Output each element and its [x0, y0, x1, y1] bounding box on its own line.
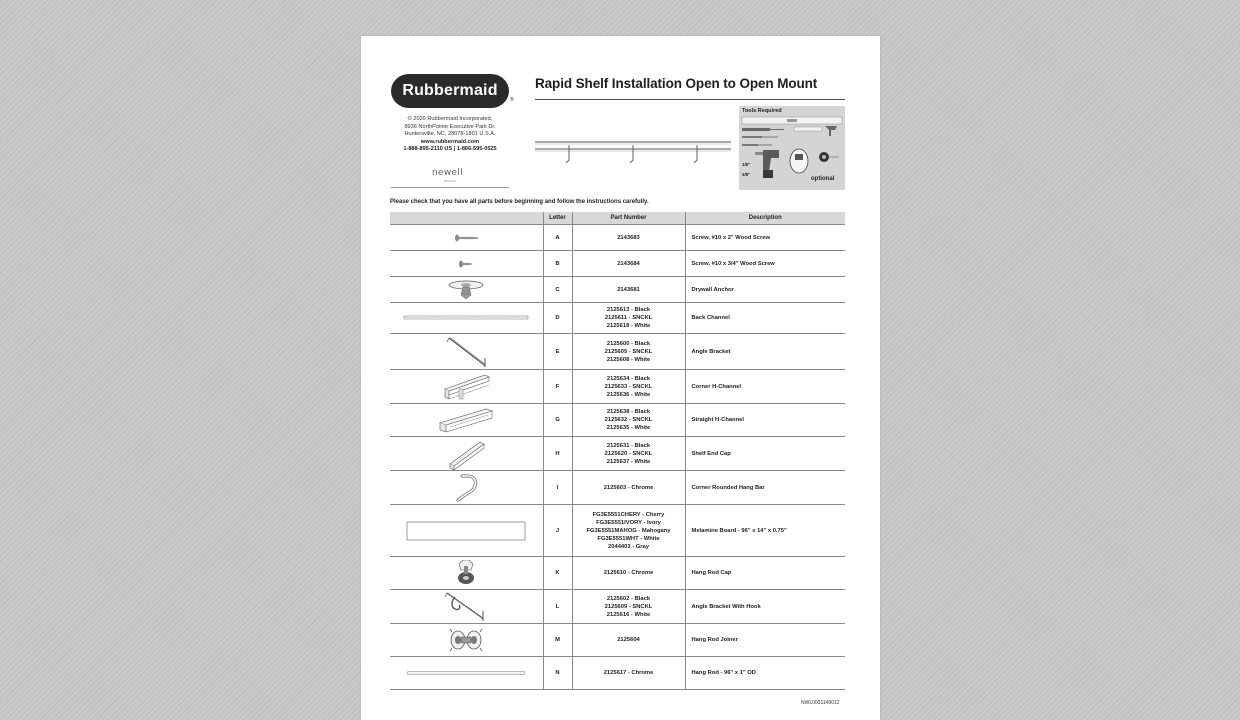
company-line-3: Huntersville, NC, 28078-1801 U.S.A.	[404, 131, 496, 138]
row-part-number: 2125613 - Black 2125611 - SNCKL 2125618 - White	[572, 303, 685, 334]
company-info	[387, 116, 513, 154]
table-row	[390, 657, 845, 690]
hang-rod-joiner-icon	[446, 626, 486, 654]
table-row	[390, 370, 845, 404]
row-description: Shelf End Cap	[685, 437, 845, 471]
company-line-1: © 2020 Rubbermaid Incorporated,	[407, 116, 493, 122]
company-line-2: 8936 NorthPointe Executive Park Dr.	[404, 123, 496, 130]
table-row	[390, 303, 845, 334]
newell-logo-sub: BRANDS	[444, 179, 457, 183]
shelf-end-cap-icon	[444, 438, 488, 470]
instruction-text: Please check that you have all parts before beginning and follow the instructions carefully.	[390, 199, 649, 205]
row-letter: C	[543, 277, 572, 303]
wood-screw-short-icon	[446, 259, 486, 269]
drill-bit-1-label: 1/8"	[742, 162, 751, 167]
table-row	[390, 277, 845, 303]
row-letter: B	[543, 251, 572, 277]
row-description: Corner H-Channel	[685, 370, 845, 404]
table-row	[390, 624, 845, 657]
row-description: Screw, #10 x 2" Wood Screw	[685, 225, 845, 251]
row-description: Drywall Anchor	[685, 277, 845, 303]
tools-heading: Tools Required	[742, 108, 782, 114]
row-part-number: 2125600 - Black 2125605 - SNCKL 2125608 - White	[572, 334, 685, 370]
rubbermaid-logo: Rubbermaid	[391, 74, 509, 108]
row-description: Angle Bracket	[685, 334, 845, 370]
row-letter: M	[543, 624, 572, 657]
row-description: Angle Bracket With Hook	[685, 590, 845, 624]
tools-optional-label: optional	[811, 176, 835, 182]
wood-screw-long-icon	[446, 233, 486, 243]
table-row	[390, 225, 845, 251]
header-image	[390, 212, 543, 225]
row-letter: D	[543, 303, 572, 334]
row-description: Corner Rounded Hang Bar	[685, 471, 845, 505]
row-part-number: 2125604	[572, 624, 685, 657]
shelf-illustration	[533, 136, 733, 168]
company-phones: 1-888-895-2110 US | 1-866-595-0525	[403, 146, 497, 153]
row-part-number: 2125638 - Black 2125632 - SNCKL 2125635 - White	[572, 404, 685, 437]
row-description: Screw, #10 x 3/4" Wood Screw	[685, 251, 845, 277]
row-letter: N	[543, 657, 572, 690]
row-part-number: 2125634 - Black 2125633 - SNCKL 2125636 - White	[572, 370, 685, 404]
table-row	[390, 505, 845, 557]
row-part-number: 2143681	[572, 277, 685, 303]
row-letter: A	[543, 225, 572, 251]
instruction-sheet	[361, 36, 880, 720]
row-letter: H	[543, 437, 572, 471]
table-row	[390, 471, 845, 505]
parts-table-header	[390, 212, 845, 225]
row-letter: L	[543, 590, 572, 624]
parts-table	[390, 212, 845, 690]
row-letter: K	[543, 557, 572, 590]
title-divider	[535, 99, 845, 100]
newell-logo: newell	[432, 168, 463, 178]
row-part-number: 2125602 - Black 2125609 - SNCKL 2125616 - White	[572, 590, 685, 624]
row-part-number: 2143683	[572, 225, 685, 251]
row-description: Melamine Board - 96" x 14" x 0.75"	[685, 505, 845, 557]
header-part-number: Part Number	[572, 212, 685, 225]
row-letter: I	[543, 471, 572, 505]
header-letter: Letter	[543, 212, 572, 225]
table-row	[390, 437, 845, 471]
row-description: Straight H-Channel	[685, 404, 845, 437]
hang-rod-icon	[406, 670, 526, 676]
page-title: Rapid Shelf Installation Open to Open Mount	[535, 76, 818, 91]
row-letter: J	[543, 505, 572, 557]
document-number: NWL0001149012	[801, 700, 840, 706]
row-letter: E	[543, 334, 572, 370]
back-channel-icon	[403, 315, 529, 321]
melamine-board-icon	[406, 521, 526, 541]
table-row	[390, 334, 845, 370]
angle-bracket-icon	[441, 336, 491, 368]
angle-bracket-hook-icon	[441, 591, 491, 623]
table-row	[390, 404, 845, 437]
row-description: Hang Rod Cap	[685, 557, 845, 590]
row-letter: F	[543, 370, 572, 404]
tools-required-panel	[739, 106, 845, 190]
row-description: Hang Rod Joiner	[685, 624, 845, 657]
row-part-number: 2125617 - Chrome	[572, 657, 685, 690]
row-part-number: FG3E5551CHERY - Cherry FG3E5551IVORY - Ivory FG3E5551MAHOG - Mahogany FG3E5551WHT - White 2044403 - Gray	[572, 505, 685, 557]
row-letter: G	[543, 404, 572, 437]
company-website: www.rubbermaid.com	[420, 138, 480, 145]
header-description: Description	[685, 212, 845, 225]
table-row	[390, 590, 845, 624]
row-part-number: 2125603 - Chrome	[572, 471, 685, 505]
row-part-number: 2125631 - Black 2125620 - SNCKL 2125637 - White	[572, 437, 685, 471]
corner-hang-bar-icon	[448, 473, 484, 503]
row-part-number: 2125610 - Chrome	[572, 557, 685, 590]
table-row	[390, 557, 845, 590]
row-description: Back Channel	[685, 303, 845, 334]
row-part-number: 2143684	[572, 251, 685, 277]
table-row	[390, 251, 845, 277]
hang-rod-cap-icon	[451, 560, 481, 586]
corner-h-channel-icon	[439, 371, 493, 403]
left-divider	[391, 187, 509, 188]
registered-mark: ®	[510, 97, 514, 103]
drywall-anchor-icon	[446, 279, 486, 301]
row-description: Hang Rod - 96" x 1" OD	[685, 657, 845, 690]
drill-bit-2-label: 3/8"	[742, 172, 751, 177]
straight-h-channel-icon	[436, 405, 496, 435]
